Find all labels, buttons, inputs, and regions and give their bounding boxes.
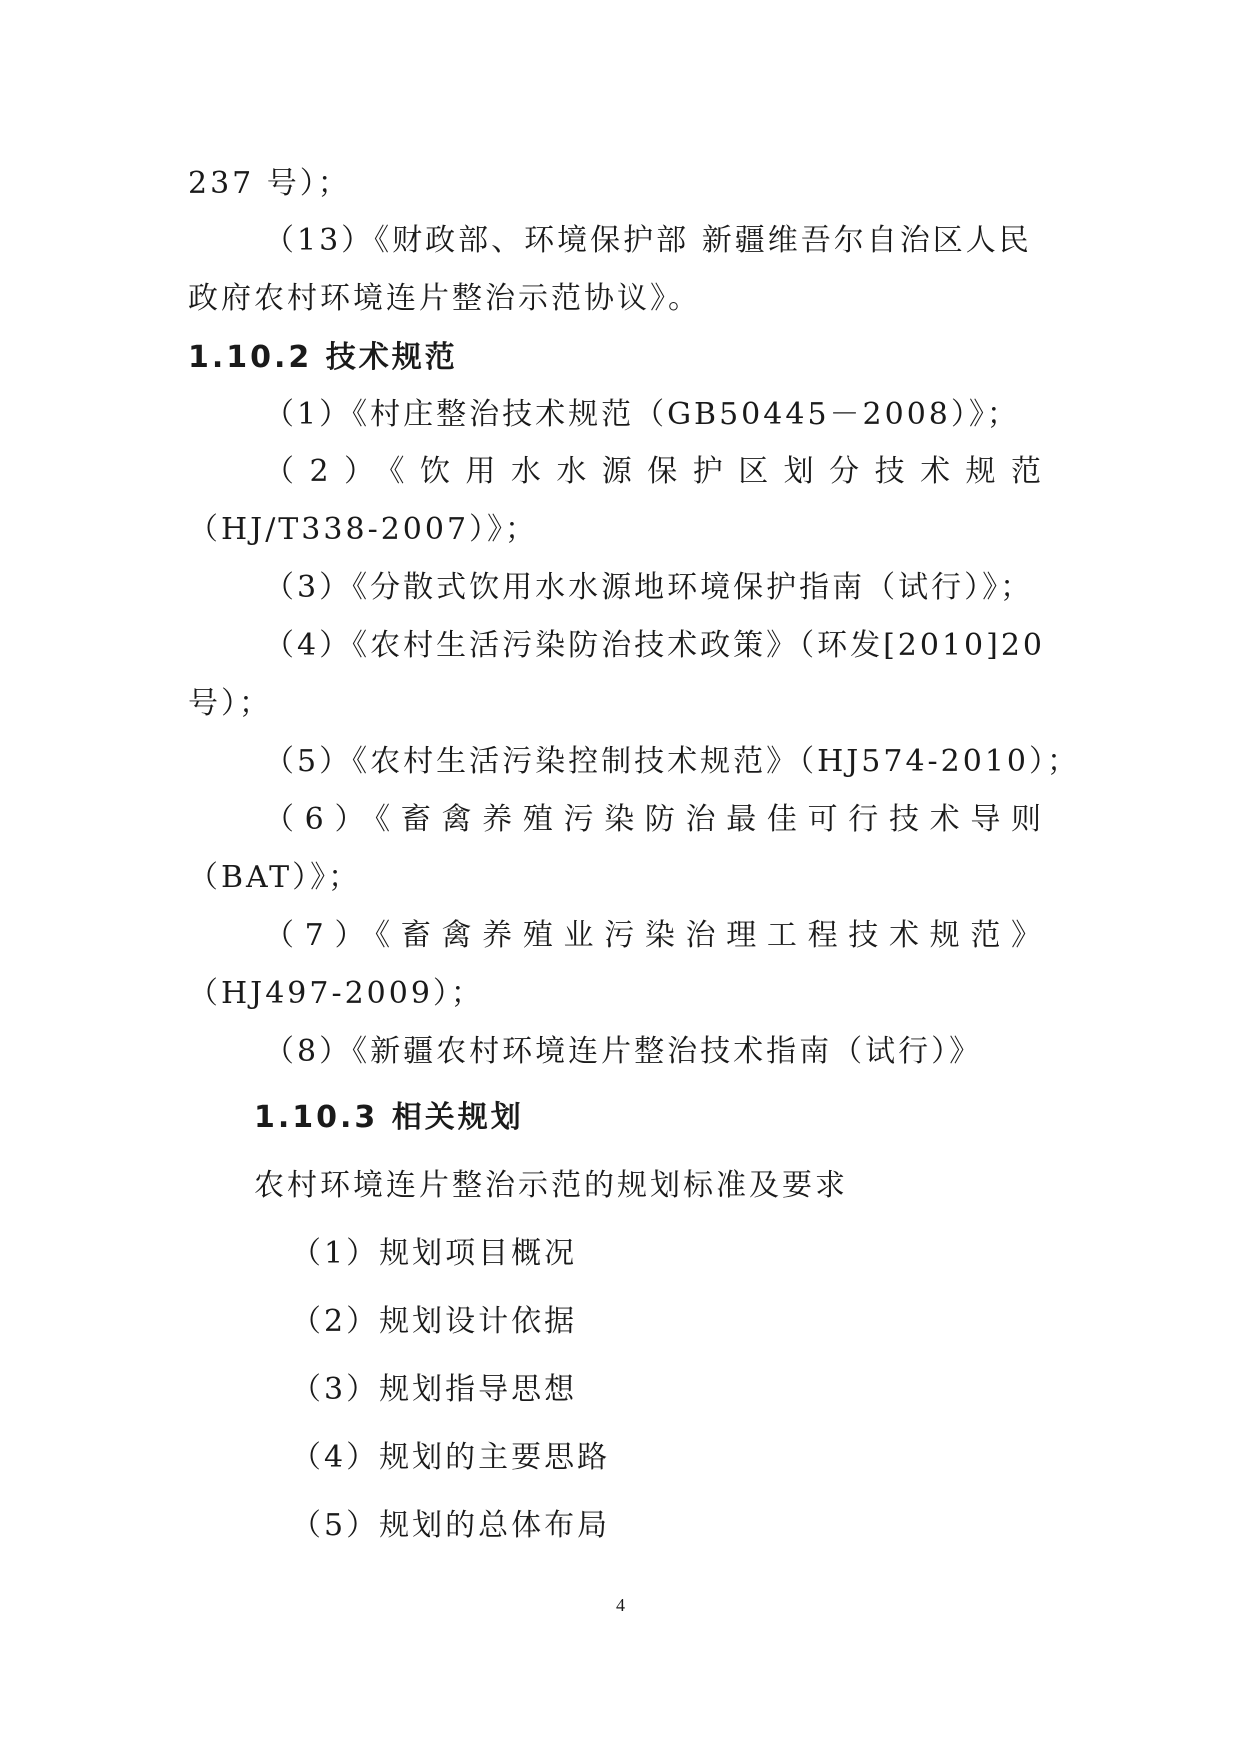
text-line: 237 号）； xyxy=(188,166,351,201)
list-item: （5）规划的总体布局 xyxy=(291,1508,611,1543)
text-line: （7）《畜禽养殖业污染治理工程技术规范》 xyxy=(264,918,1044,953)
text-line: （4）《农村生活污染防治技术政策》（环发[2010]20 xyxy=(264,628,1046,663)
text-line: （6）《畜禽养殖污染防治最佳可行技术导则 xyxy=(264,802,1044,837)
text-line: 政府农村环境连片整治示范协议》。 xyxy=(188,281,701,316)
text-line: （13）《财政部、环境保护部 新疆维吾尔自治区人民 xyxy=(264,223,1032,258)
text-line: （8）《新疆农村环境连片整治技术指南（试行）》 xyxy=(264,1034,983,1069)
text-line: （1）《村庄整治技术规范（GB50445－2008）》； xyxy=(264,397,1020,432)
text-line: （BAT）》； xyxy=(188,860,362,895)
list-item: （2）规划设计依据 xyxy=(291,1304,578,1339)
list-item: （3）规划指导思想 xyxy=(291,1372,578,1407)
page-number: 4 xyxy=(616,1595,625,1615)
text-line: （3）《分散式饮用水水源地环境保护指南（试行）》； xyxy=(264,570,1034,605)
text-line: （5）《农村生活污染控制技术规范》（HJ574-2010）； xyxy=(264,744,1081,779)
list-item: （4）规划的主要思路 xyxy=(291,1440,611,1475)
text-line: （HJ/T338-2007）》； xyxy=(188,512,539,547)
text-line: 号）； xyxy=(188,686,272,721)
text-line: （2）《饮用水水源保护区划分技术规范 xyxy=(264,454,1044,489)
section-heading: 1.10.3 相关规划 xyxy=(254,1100,524,1135)
text-line: （HJ497-2009）； xyxy=(188,976,484,1011)
text-line: 农村环境连片整治示范的规划标准及要求 xyxy=(254,1168,848,1203)
list-item: （1）规划项目概况 xyxy=(291,1236,578,1271)
section-heading: 1.10.2 技术规范 xyxy=(188,340,458,375)
